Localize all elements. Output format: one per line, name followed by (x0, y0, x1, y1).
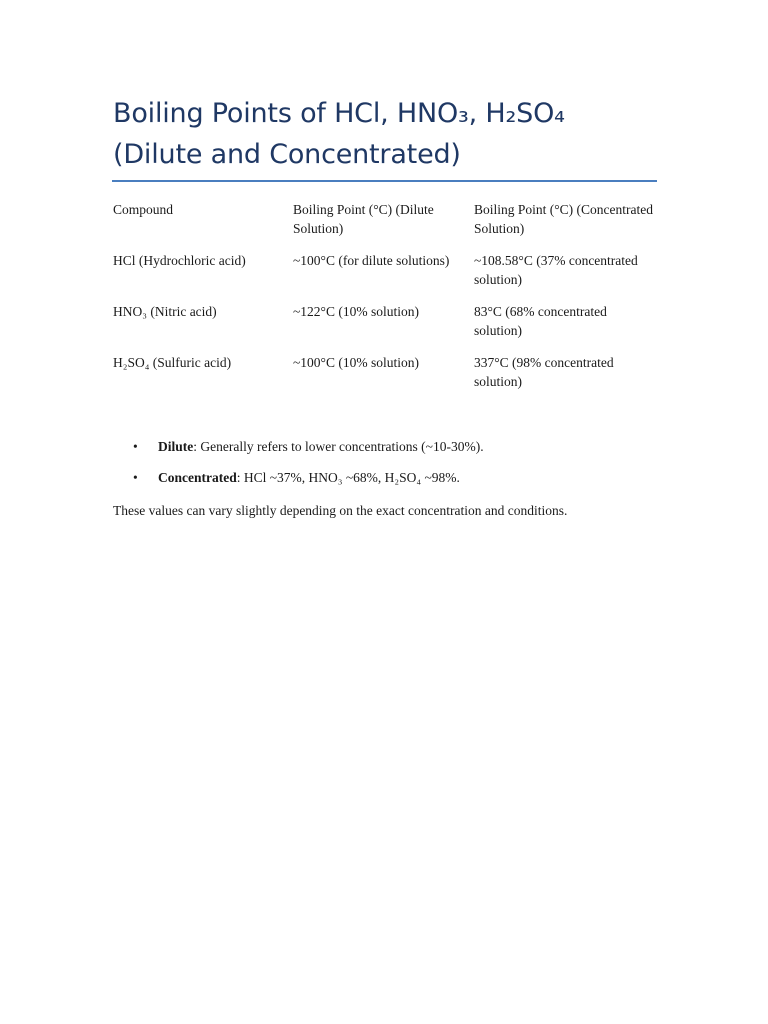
table-cell: ~100°C (for dilute solutions) (293, 253, 450, 268)
table-row (113, 302, 658, 353)
table-row (113, 353, 658, 404)
list-item-text: : Generally refers to lower concentrations (~10-30%). (193, 439, 484, 454)
boiling-points-table (113, 200, 658, 404)
title-line-1: Boiling Points of HCl, HNO₃, H₂SO₄ (113, 98, 565, 129)
list-item (113, 437, 484, 456)
table-header-cell: Boiling Point (°C) (Dilute Solution) (293, 202, 434, 236)
page-title (113, 93, 658, 175)
list-item (113, 468, 484, 487)
table-cell: 337°C (98% concentrated solution) (474, 355, 614, 389)
table-header-row (113, 200, 658, 251)
table-cell: ~100°C (10% solution) (293, 355, 419, 370)
definitions-list (113, 437, 484, 499)
table-cell: 83°C (68% concentrated solution) (474, 304, 607, 338)
table-cell: HNO₃ (Nitric acid) (113, 304, 217, 319)
table-row (113, 251, 658, 302)
title-underline (112, 180, 657, 182)
table-cell: HCl (Hydrochloric acid) (113, 253, 246, 268)
list-item-text: : HCl ~37%, HNO₃ ~68%, H₂SO₄ ~98%. (236, 470, 460, 485)
table-header-cell: Boiling Point (°C) (Concentrated Solution) (474, 202, 654, 236)
table-cell: ~122°C (10% solution) (293, 304, 419, 319)
bullet-icon: • (133, 439, 138, 454)
list-item-term: Concentrated (158, 470, 237, 485)
bullet-icon: • (133, 470, 138, 485)
footnote-text: These values can vary slightly depending on the exact concentration and conditions. (113, 503, 568, 518)
table-cell: ~108.58°C (37% concentrated solution) (474, 253, 638, 287)
table-header-cell: Compound (113, 202, 174, 217)
list-item-term: Dilute (158, 439, 194, 454)
table-cell: H₂SO₄ (Sulfuric acid) (113, 355, 232, 370)
title-line-2: (Dilute and Concentrated) (113, 139, 461, 170)
